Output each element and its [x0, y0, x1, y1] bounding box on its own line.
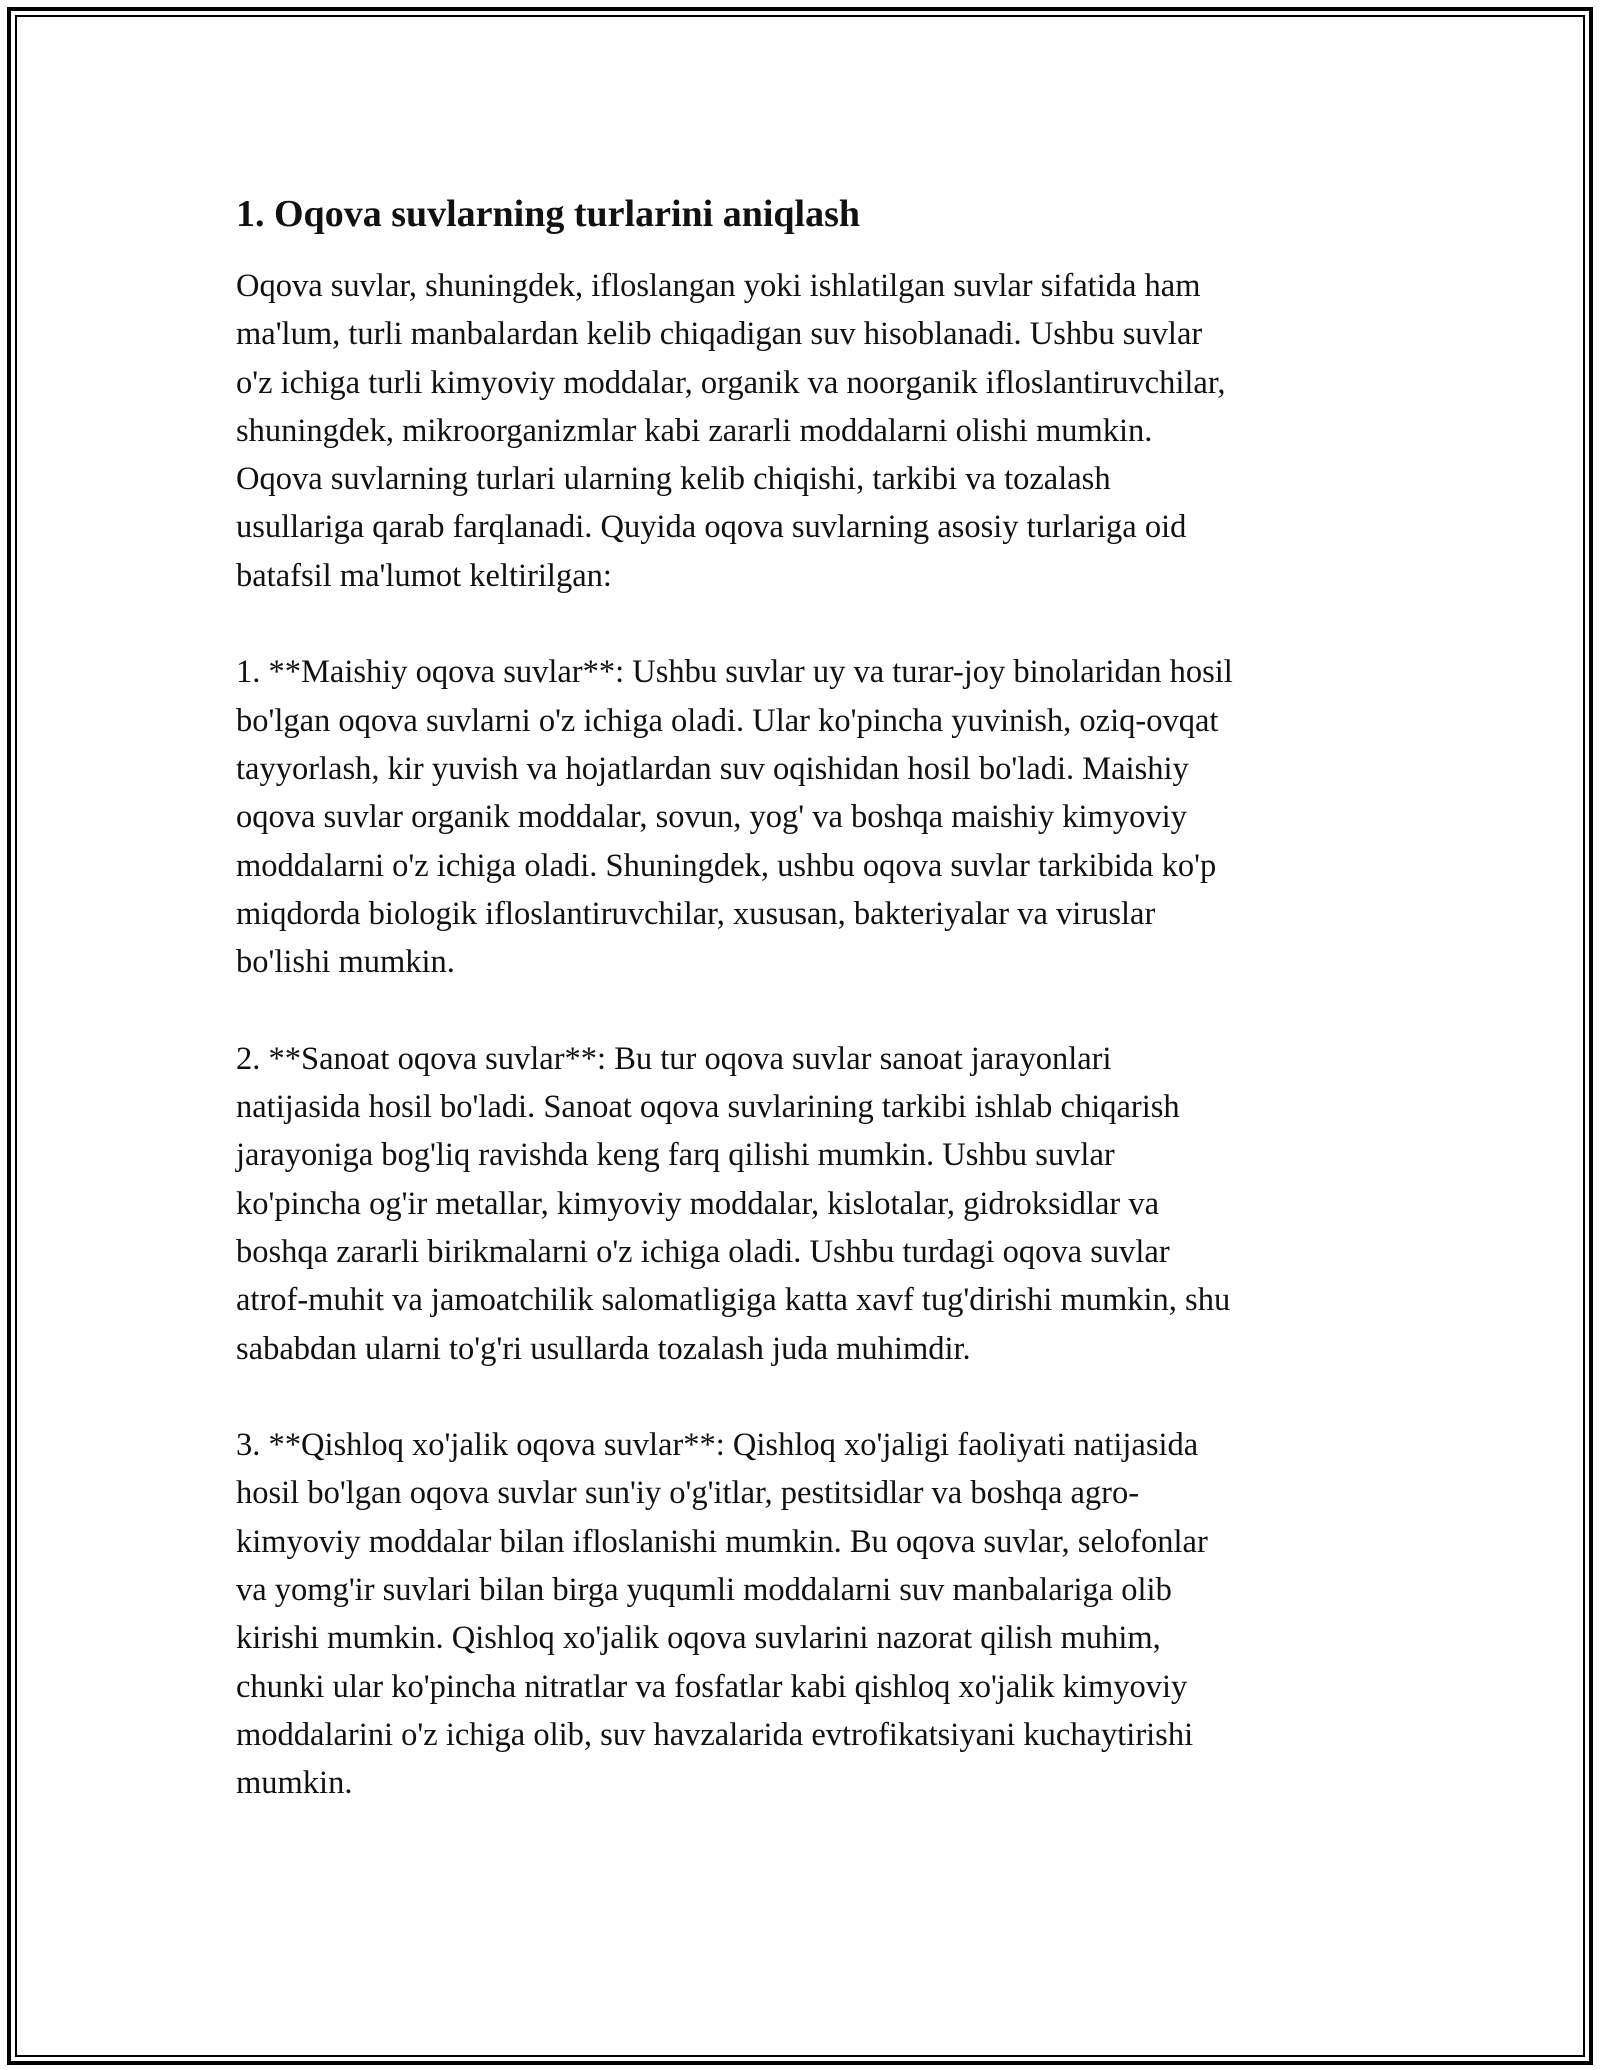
domestic-wastewater-paragraph: 1. **Maishiy oqova suvlar**: Ushbu suvlar uy va turar-joy binolaridan hosil bo'lgan oqova suvlarni o'z ichiga oladi. Ular ko'pincha yuvinish, oziq-ovqat tayyorlash, kir yuvish va hojatlardan suv oqishidan hosil bo'ladi. Maishiy oqova suvlar organik moddalar, sovun, yog' va boshqa maishiy kimyoviy moddalarni o'z ichiga oladi. Shuningdek, ushbu oqova suvlar tarkibida ko'p miqdorda biologik ifloslantiruvchilar, xususan, bakteriyalar va viruslar bo'lishi mumkin.: [236, 654, 1233, 981]
intro-paragraph: Oqova suvlar, shuningdek, ifloslangan yoki ishlatilgan suvlar sifatida ham ma'lum, turli manbalardan kelib chiqadigan suv hisoblanadi. Ushbu suvlar o'z ichiga turli kimyoviy moddalar, organik va noorganik ifloslantiruvchilar, shuningdek, mikroorganizmlar kabi zararli moddalarni olishi mumkin. Oqova suvlarning turlari ularning kelib chiqishi, tarkibi va tozalash usullariga qarab farqlanadi. Quyida oqova suvlarning asosiy turlariga oid batafsil ma'lumot keltirilgan:: [236, 268, 1226, 594]
document-body: [236, 186, 1376, 1808]
agricultural-wastewater-paragraph: 3. **Qishloq xo'jalik oqova suvlar**: Qishloq xo'jaligi faoliyati natijasida hosil bo'lgan oqova suvlar sun'iy o'g'itlar, pestitsidlar va boshqa agro- kimyoviy moddalar bilan ifloslanishi mumkin. Bu oqova suvlar, selofonlar va yomg'ir suvlari bilan birga yuqumli moddalarni suv manbalariga olib kirishi mumkin. Qishloq xo'jalik oqova suvlarini nazorat qilish muhim, chunki ular ko'pincha nitratlar va fosfatlar kabi qishloq xo'jalik kimyoviy moddalarini o'z ichiga olib, suv havzalarida evtrofikatsiyani kuchaytirishi mumkin.: [236, 1427, 1208, 1802]
section-title: 1. Oqova suvlarning turlarini aniqlash: [236, 193, 860, 235]
industrial-wastewater-paragraph: 2. **Sanoat oqova suvlar**: Bu tur oqova suvlar sanoat jarayonlari natijasida hosil bo'ladi. Sanoat oqova suvlarining tarkibi ishlab chiqarish jarayoniga bog'liq ravishda keng farq qilishi mumkin. Ushbu suvlar ko'pincha og'ir metallar, kimyoviy moddalar, kislotalar, gidroksidlar va boshqa zararli birikmalarni o'z ichiga oladi. Ushbu turdagi oqova suvlar atrof-muhit va jamoatchilik salomatligiga katta xavf tug'dirishi mumkin, shu sababdan ularni to'g'ri usullarda tozalash juda muhimdir.: [236, 1040, 1231, 1367]
